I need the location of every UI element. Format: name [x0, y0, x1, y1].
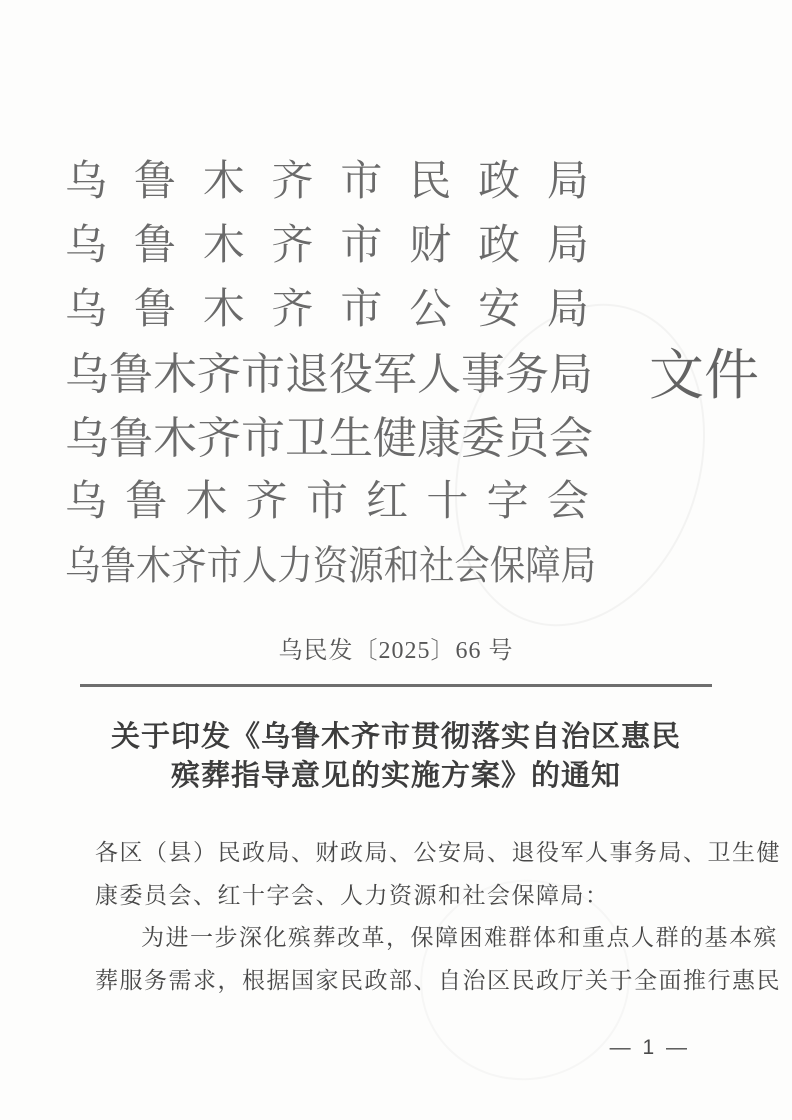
agency-name-finance: 乌 鲁 木 齐 市 财 政 局	[65, 223, 589, 269]
document-title-line-1: 关于印发《乌鲁木齐市贯彻落实自治区惠民	[110, 721, 681, 753]
agency-name-health-commission: 乌鲁木齐市卫生健康委员会	[65, 414, 593, 463]
agency-row	[65, 274, 737, 338]
body-addressee-line: 康委员会、红十字会、人力资源和社会保障局：	[95, 882, 610, 908]
body-paragraph-line: 葬服务需求，根据国家民政部、自治区民政厅关于全面推行惠民	[95, 967, 781, 993]
agency-row	[65, 146, 737, 210]
agency-name-human-resources: 乌鲁木齐市人力资源和社会保障局	[65, 542, 596, 588]
agency-name-public-security: 乌 鲁 木 齐 市 公 安 局	[65, 287, 589, 333]
body-addressee-line: 各区（县）民政局、财政局、公安局、退役军人事务局、卫生健	[95, 840, 781, 865]
document-body	[95, 832, 781, 1002]
agency-row	[65, 530, 737, 594]
agency-row	[65, 466, 737, 530]
agency-row	[65, 402, 737, 466]
agency-row	[65, 210, 737, 274]
agency-name-civil-affairs: 乌 鲁 木 齐 市 民 政 局	[65, 159, 589, 205]
document-reference-number: 乌民发〔2025〕66 号	[278, 638, 514, 664]
body-paragraph-line: 为进一步深化殡葬改革，保障困难群体和重点人群的基本殡	[141, 925, 778, 950]
agency-row	[65, 338, 760, 406]
document-title-line-2: 殡葬指导意见的实施方案》的通知	[170, 760, 621, 792]
letterhead-agency-block	[65, 146, 760, 594]
agency-name-red-cross: 乌 鲁 木 齐 市 红 十 字 会	[65, 479, 589, 525]
header-divider-rule	[80, 684, 712, 687]
agency-name-veterans-affairs: 乌鲁木齐市退役军人事务局	[65, 350, 593, 399]
document-title	[0, 718, 792, 796]
page-number: — 1 —	[609, 1036, 690, 1059]
file-document-label: 文 件	[649, 344, 760, 406]
